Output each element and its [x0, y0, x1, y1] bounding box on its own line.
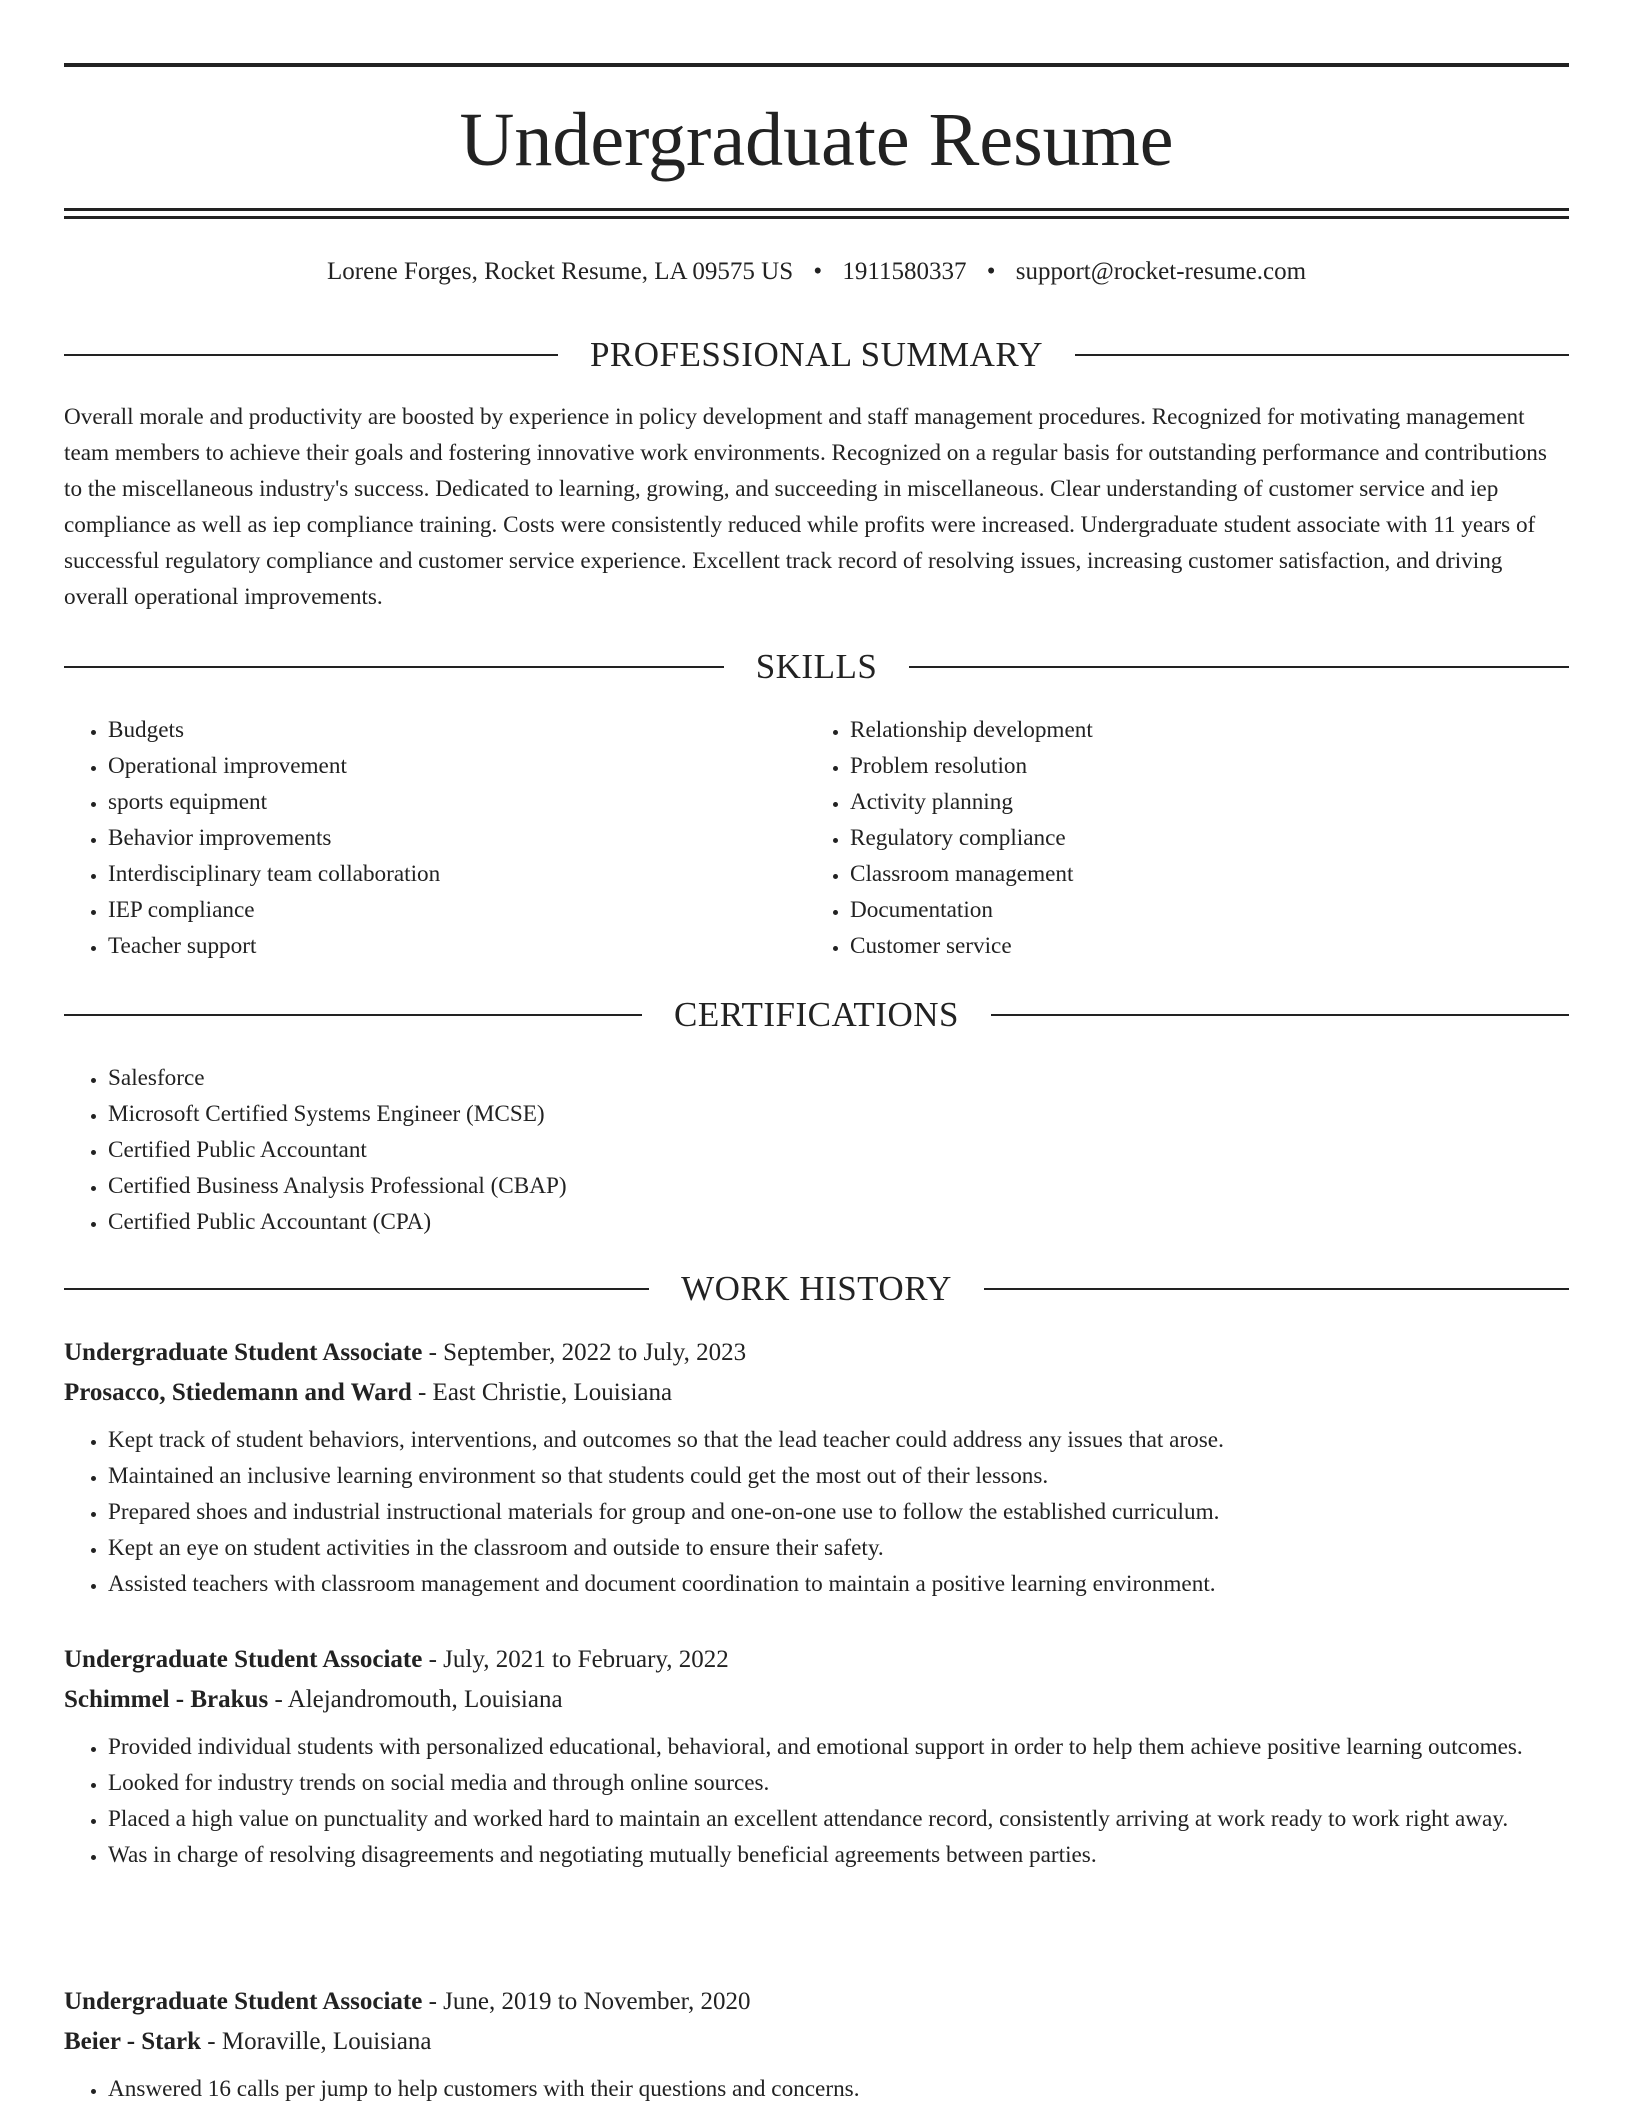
list-item: • Teacher support [108, 928, 440, 964]
job-company-line [64, 2023, 1569, 2061]
list-item: • Placed a high value on punctuality and worked hard to maintain an excellent attendance record, consistently arriving at work ready to work right away. [108, 1801, 1569, 1837]
job-dates: - June, 2019 to November, 2020 [422, 1988, 751, 2015]
contact-email[interactable]: support@rocket-resume.com [1015, 258, 1307, 285]
skills-left-list [64, 712, 440, 964]
skills-left-column [64, 712, 440, 964]
list-item: • Answered 16 calls per jump to help customers with their questions and concerns. [108, 2071, 1569, 2107]
job-dates: - July, 2021 to February, 2022 [422, 1646, 729, 1673]
list-item: • Interdisciplinary team collaboration [108, 856, 440, 892]
list-item: • Problem resolution [850, 748, 1093, 784]
list-item: • Assisted teachers with classroom management and document coordination to maintain a positive learning environment. [108, 1566, 1569, 1602]
job-company: Prosacco, Stiedemann and Ward [64, 1379, 412, 1406]
heading-rule [64, 1014, 642, 1016]
job-company: Schimmel - Brakus [64, 1686, 269, 1713]
skills-right-list [806, 712, 1093, 964]
heading-rule [991, 1014, 1569, 1016]
job-bullets [64, 1729, 1569, 1873]
list-item: • Microsoft Certified Systems Engineer (MCSE) [108, 1096, 567, 1132]
list-item: • Operational improvement [108, 748, 440, 784]
certifications-list-wrap [64, 1060, 567, 1240]
list-item: • Certified Public Accountant [108, 1132, 567, 1168]
list-item: • Kept an eye on student activities in the classroom and outside to ensure their safety. [108, 1530, 1569, 1566]
heading-rule [64, 1288, 649, 1290]
list-item: • Documentation [850, 892, 1093, 928]
list-item: • Behavior improvements [108, 820, 440, 856]
list-item: • Looked for industry trends on social media and through online sources. [108, 1765, 1569, 1801]
list-item: • Prepared shoes and industrial instructional materials for group and one-on-one use to follow the established curriculum. [108, 1494, 1569, 1530]
job-company-line [64, 1374, 1569, 1412]
work-heading [64, 1269, 1569, 1309]
list-item: • Budgets [108, 712, 440, 748]
list-item: • Customer service [850, 928, 1093, 964]
job-location: - East Christie, Louisiana [411, 1379, 673, 1406]
summary-heading [64, 335, 1569, 375]
job-title-line [64, 1641, 1569, 1679]
list-item: • Kept track of student behaviors, interventions, and outcomes so that the lead teacher could address any issues that arose. [108, 1422, 1569, 1458]
job-title: Undergraduate Student Associate [64, 1988, 423, 2015]
contact-phone: 1911580337 [842, 258, 967, 285]
list-item: • Certified Public Accountant (CPA) [108, 1204, 567, 1240]
contact-line [64, 254, 1569, 290]
summary-text: Overall morale and productivity are boosted by experience in policy development and staff management procedures. Recognized for motivating management team members to achieve their goals and fostering innovative work environments. Recognized on a regular basis for outstanding performance and contributions to the miscellaneous industry's success. Dedicated to learning, growing, and succeeding in miscellaneous. Clear understanding of customer service and iep compliance as well as iep compliance training. Costs were consistently reduced while profits were increased. Undergraduate student associate with 11 years of successful regulatory compliance and customer service experience. Excellent track record of resolving issues, increasing customer satisfaction, and driving overall operational improvements. [64, 404, 1547, 610]
job-bullets [64, 2071, 1569, 2107]
list-item: • Provided individual students with personalized educational, behavioral, and emotional support in order to help them achieve positive learning outcomes. [108, 1729, 1569, 1765]
list-item: • IEP compliance [108, 892, 440, 928]
skills-right-column [806, 712, 1093, 964]
title-rule-lower [64, 216, 1569, 219]
certifications-heading [64, 995, 1569, 1035]
heading-rule [984, 1288, 1569, 1290]
contact-address: Lorene Forges, Rocket Resume, LA 09575 US [326, 258, 794, 285]
job-company-line [64, 1681, 1569, 1719]
heading-rule [1075, 354, 1569, 356]
job-entry [64, 1334, 1569, 1602]
job-bullets [64, 1422, 1569, 1602]
job-entry [64, 1641, 1569, 1873]
job-dates: - September, 2022 to July, 2023 [422, 1339, 747, 1366]
job-location: - Alejandromouth, Louisiana [268, 1686, 563, 1713]
certifications-heading-label: CERTIFICATIONS [674, 995, 959, 1034]
heading-rule [64, 354, 558, 356]
job-title: Undergraduate Student Associate [64, 1339, 423, 1366]
list-item: • Regulatory compliance [850, 820, 1093, 856]
list-item: • Activity planning [850, 784, 1093, 820]
list-item: • Maintained an inclusive learning environment so that students could get the most out of their lessons. [108, 1458, 1569, 1494]
skills-heading [64, 647, 1569, 687]
job-company: Beier - Stark [64, 2028, 202, 2055]
heading-rule [909, 666, 1569, 668]
list-item: • Classroom management [850, 856, 1093, 892]
certifications-list [64, 1060, 567, 1240]
title-rule-upper [64, 208, 1569, 211]
work-heading-label: WORK HISTORY [681, 1269, 952, 1308]
contact-separator: • [986, 258, 996, 285]
list-item: • sports equipment [108, 784, 440, 820]
job-title: Undergraduate Student Associate [64, 1646, 423, 1673]
list-item: • Certified Business Analysis Professional (CBAP) [108, 1168, 567, 1204]
summary-heading-label: PROFESSIONAL SUMMARY [589, 335, 1044, 374]
top-rule [64, 63, 1569, 67]
heading-rule [64, 666, 724, 668]
list-item: • Salesforce [108, 1060, 567, 1096]
job-entry [64, 1983, 1569, 2107]
list-item: • Was in charge of resolving disagreements and negotiating mutually beneficial agreements between parties. [108, 1837, 1569, 1873]
skills-heading-label: SKILLS [755, 647, 878, 686]
job-title-line [64, 1983, 1569, 2021]
contact-separator: • [813, 258, 823, 285]
job-location: - Moraville, Louisiana [201, 2028, 432, 2055]
list-item: • Relationship development [850, 712, 1093, 748]
job-title-line [64, 1334, 1569, 1372]
resume-title: Undergraduate Resume [459, 98, 1174, 182]
